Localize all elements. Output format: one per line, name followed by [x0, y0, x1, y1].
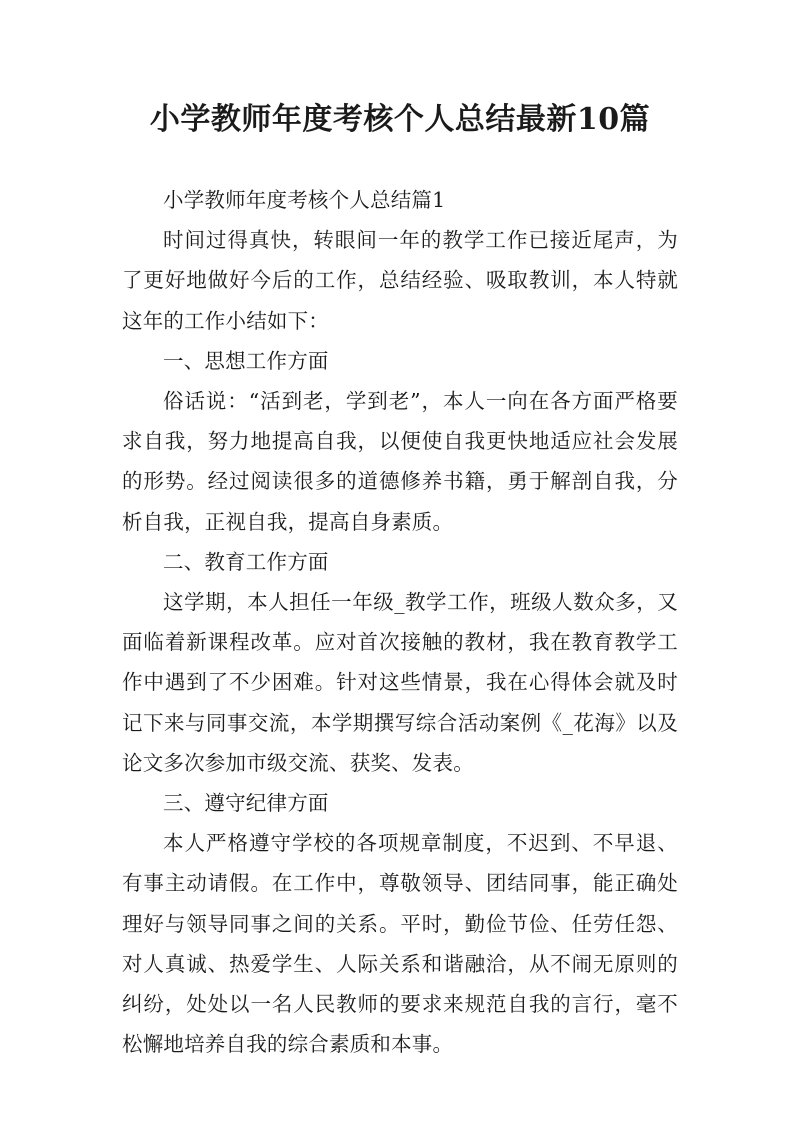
paragraph-education: 这学期，本人担任一年级_教学工作，班级人数众多，又面临着新课程改革。应对首次接触的教材，我在教育教学工作中遇到了不少困难。针对这些情景，我在心得体会就及时记下来与同事交流，本学期撰写综合活动案例《_花海》以及论文多次参加市级交流、获奖、发表。: [122, 590, 678, 775]
section-heading-1: 小学教师年度考核个人总结篇1: [163, 188, 446, 212]
document-title: 小学教师年度考核个人总结最新10篇: [149, 102, 651, 137]
document-body: [122, 180, 678, 1064]
paragraph-thought: 俗话说：“活到老，学到老”，本人一向在各方面严格要求自我，努力地提高自我，以便使自我更快地适应社会发展的形势。经过阅读很多的道德修养书籍，勇于解剖自我，分析自我，正视自我，提高自身素质。: [122, 389, 678, 534]
section-heading-education: 二、教育工作方面: [163, 549, 329, 574]
paragraph-intro: 时间过得真快，转眼间一年的教学工作已接近尾声，为了更好地做好今后的工作，总结经验、吸取教训，本人特就这年的工作小结如下：: [122, 228, 678, 333]
section-heading-thought: 一、思想工作方面: [163, 348, 329, 373]
section-heading-discipline: 三、遵守纪律方面: [163, 791, 329, 816]
paragraph-discipline: 本人严格遵守学校的各项规章制度，不迟到、不早退、有事主动请假。在工作中，尊敬领导、团结同事，能正确处理好与领导同事之间的关系。平时，勤俭节俭、任劳任怨、对人真诚、热爱学生、人际关系和谐融洽，从不闹无原则的纠纷，处处以一名人民教师的要求来规范自我的言行，毫不松懈地培养自我的综合素质和本事。: [122, 831, 678, 1057]
